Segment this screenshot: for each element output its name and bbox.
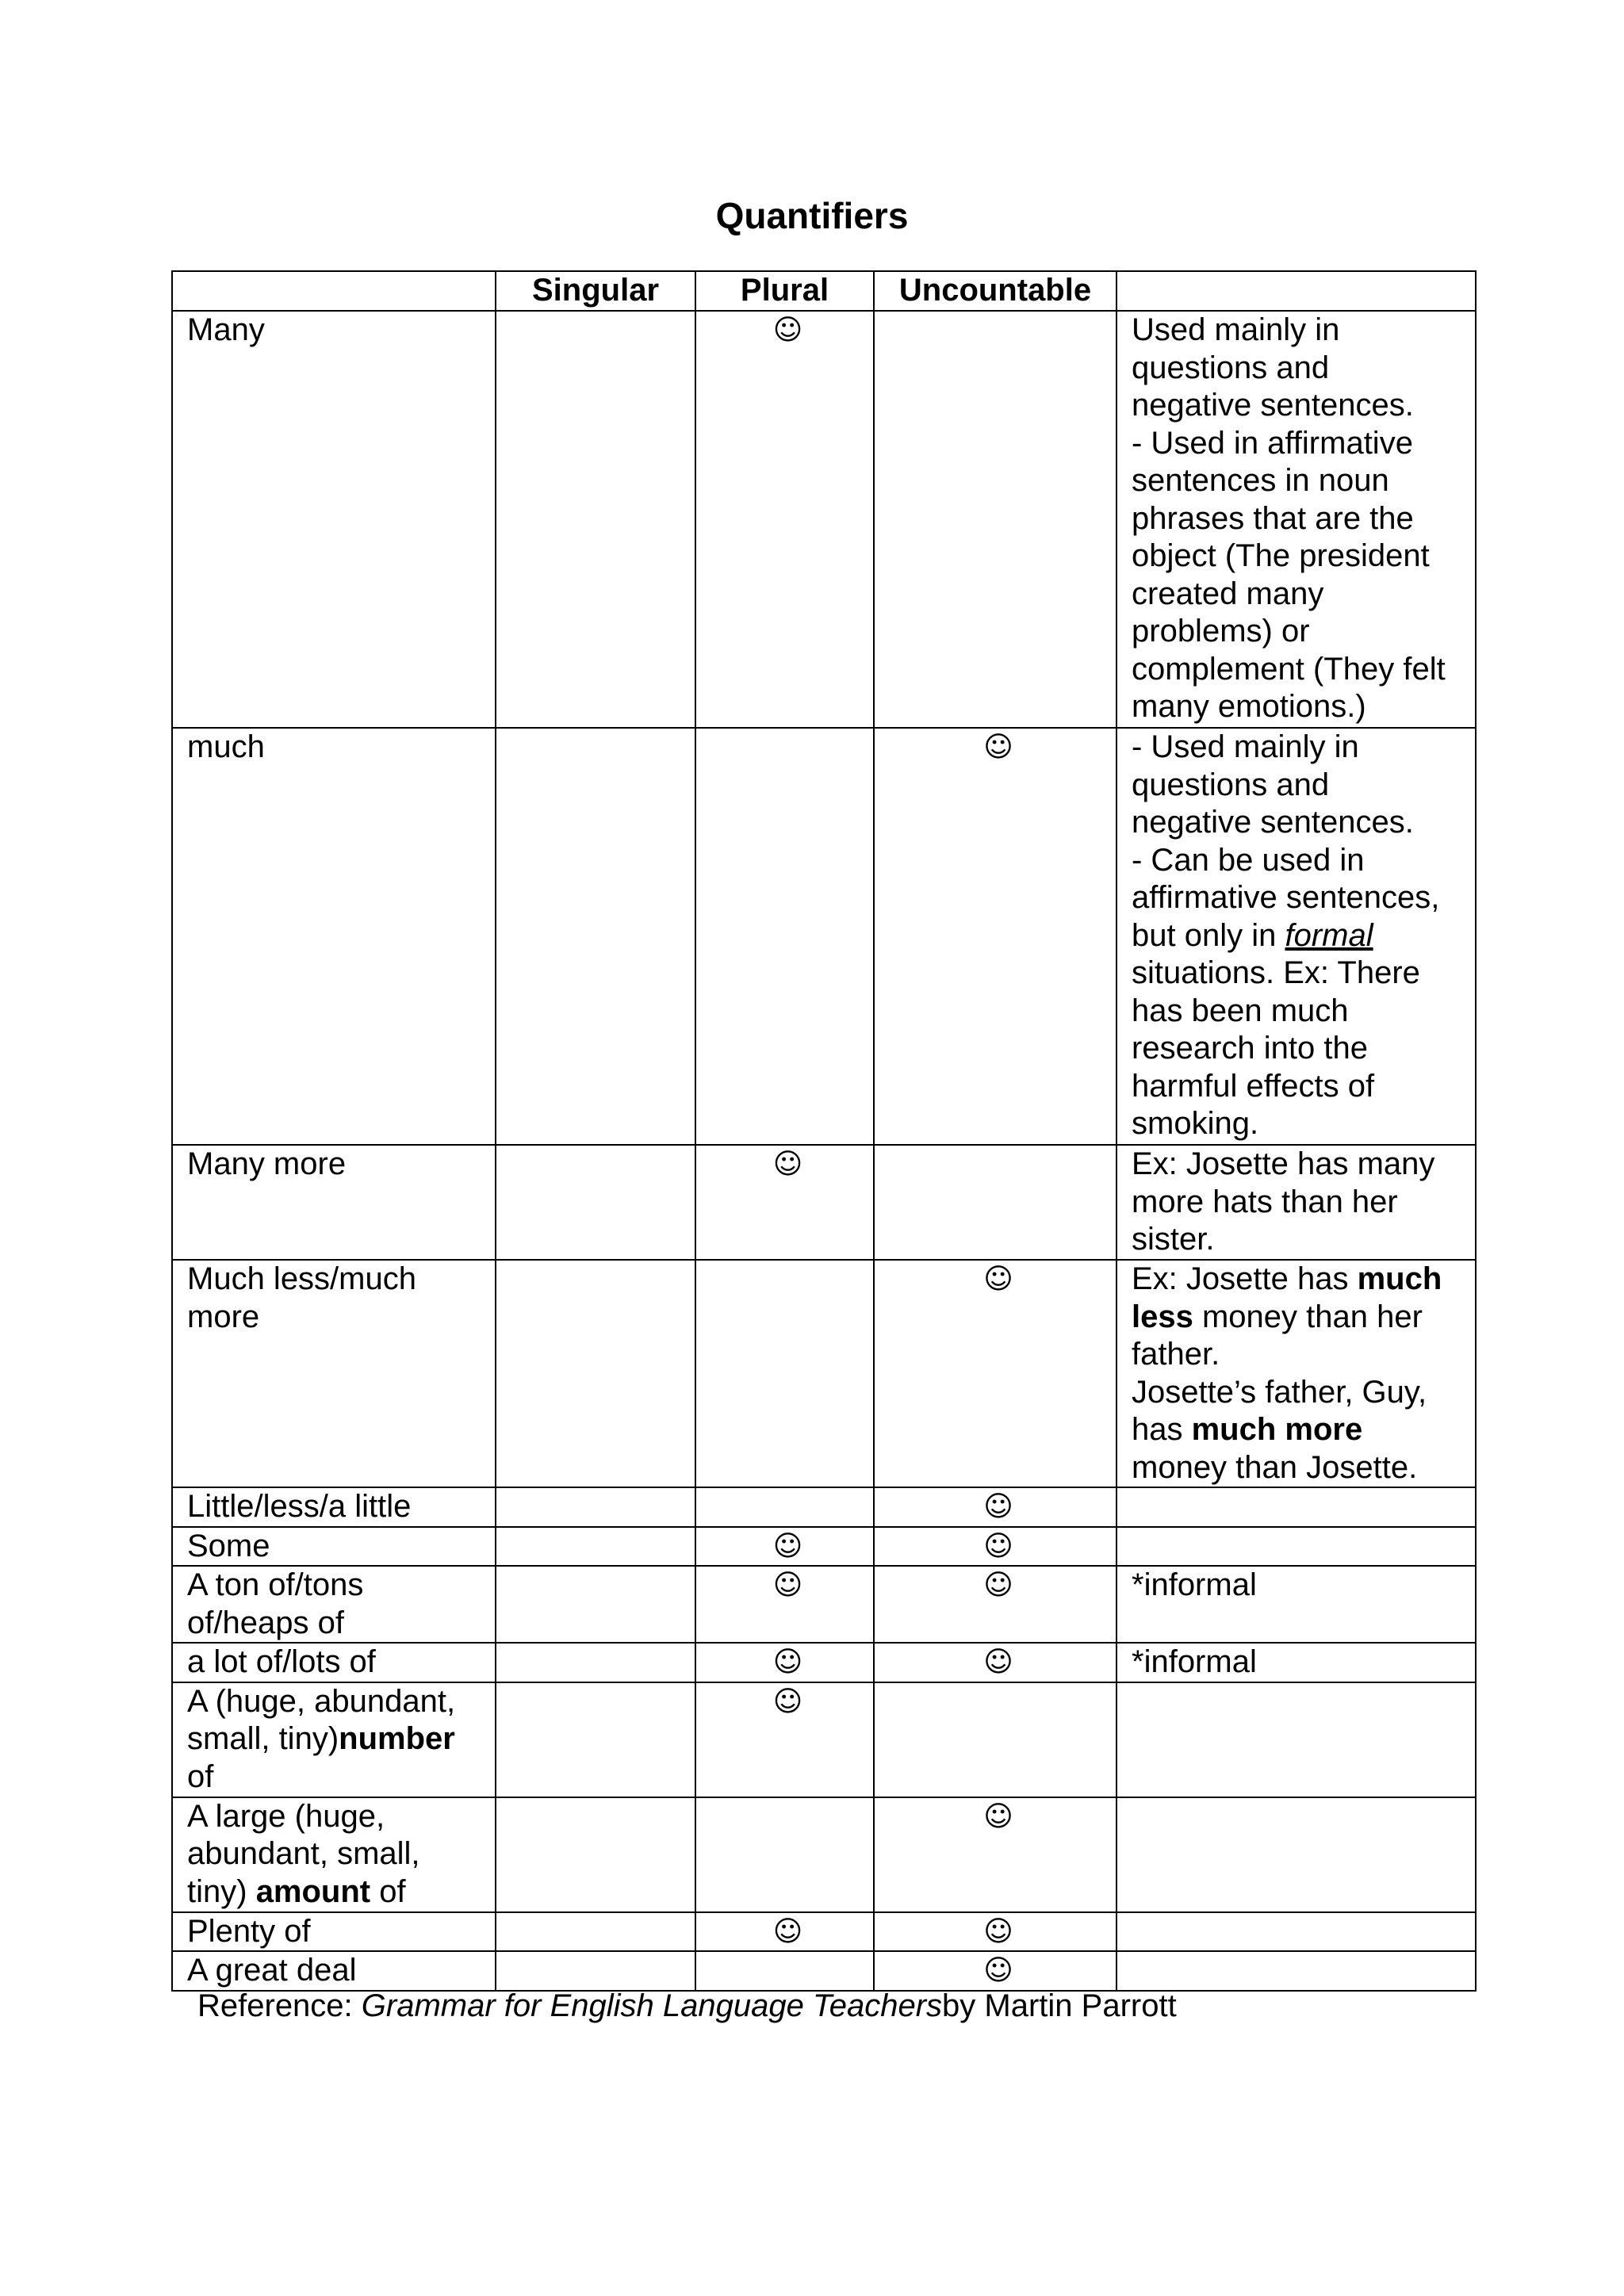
note-line: more hats than her [1132,1184,1398,1219]
notes-cell [1116,1797,1476,1912]
uncountable-cell [874,1951,1116,1991]
note-line: Used mainly in [1132,312,1340,347]
note-line: questions and [1132,350,1330,385]
note-line: Ex: Josette has many [1132,1146,1435,1181]
smiley-icon: ☺ [772,1915,803,1948]
header-notes [1116,271,1476,311]
uncountable-cell [874,1797,1116,1912]
quantifier-text: A large (huge, [187,1798,385,1834]
note-line: *informal [1132,1567,1257,1602]
note-line: many emotions.) [1132,689,1366,724]
uncountable-cell [874,1145,1116,1260]
plural-cell [695,1487,874,1527]
table-row [172,311,1476,728]
quantifier-cell [172,1797,496,1912]
page-title: Quantifiers [715,195,909,236]
table-row [172,1527,1476,1567]
table-row [172,1912,1476,1952]
singular-cell [496,1797,695,1912]
reference-line [197,1986,1177,2026]
note-line: - Used in affirmative [1132,425,1413,461]
smiley-icon: ☺ [772,1148,803,1181]
table-row [172,1145,1476,1260]
note-line: has much more [1132,1412,1363,1447]
note-line: negative sentences. [1132,805,1414,840]
plural-cell [695,311,874,728]
notes-cell [1116,1487,1476,1527]
table-row [172,728,1476,1145]
quantifier-cell [172,1682,496,1797]
note-line: harmful effects of [1132,1068,1375,1104]
reference-prefix: Reference: [197,1988,362,2023]
note-line: research into the [1132,1031,1368,1066]
smiley-icon: ☺ [983,1490,1013,1523]
singular-cell [496,1912,695,1952]
notes-cell [1116,1951,1476,1991]
quantifier-cell [172,1643,496,1682]
singular-cell [496,1527,695,1567]
table-row [172,1643,1476,1682]
table-header-row [172,271,1476,311]
quantifier-text: small, tiny)number [187,1721,455,1756]
plural-cell [695,1912,874,1952]
smiley-icon: ☺ [772,1569,803,1601]
notes-cell [1116,1527,1476,1567]
plural-cell [695,728,874,1145]
plural-cell [695,1797,874,1912]
table-row [172,1566,1476,1643]
table-row [172,1682,1476,1797]
singular-cell [496,1643,695,1682]
quantifier-text: abundant, small, [187,1836,420,1871]
quantifier-text: A ton of/tons [187,1567,364,1602]
notes-cell [1116,1912,1476,1952]
smiley-icon: ☺ [983,1646,1013,1678]
notes-cell [1116,311,1476,728]
quantifier-cell [172,1260,496,1487]
reference-author: by Martin Parrott [942,1988,1177,2023]
uncountable-cell [874,1912,1116,1952]
note-line: but only in formal [1132,917,1373,953]
plural-cell [695,1527,874,1567]
quantifier-text: much [187,729,265,764]
quantifier-text: A (huge, abundant, [187,1683,456,1719]
note-line: affirmative sentences, [1132,880,1440,915]
notes-cell [1116,1145,1476,1260]
note-line: sister. [1132,1222,1215,1257]
singular-cell [496,1566,695,1643]
singular-cell [496,1487,695,1527]
singular-cell [496,728,695,1145]
notes-cell [1116,1260,1476,1487]
smiley-icon: ☺ [983,1800,1013,1833]
note-line: situations. Ex: There [1132,955,1420,990]
note-line: money than Josette. [1132,1449,1418,1485]
note-line: less money than her [1132,1299,1423,1334]
smiley-icon: ☺ [983,1915,1013,1948]
quantifier-text: Plenty of [187,1913,311,1949]
quantifier-cell [172,1951,496,1991]
quantifier-text: Many more [187,1146,347,1181]
quantifier-text: tiny) amount of [187,1873,406,1909]
header-singular: Singular [496,271,695,311]
notes-cell [1116,1643,1476,1682]
quantifier-text: Much less/much [187,1261,416,1296]
quantifier-text: of [187,1758,214,1794]
uncountable-cell [874,311,1116,728]
quantifiers-table [171,270,1477,1992]
uncountable-cell [874,1527,1116,1567]
smiley-icon: ☺ [983,1954,1013,1987]
reference-book-title: Grammar for English Language Teachers [361,1988,943,2023]
notes-cell [1116,1682,1476,1797]
uncountable-cell [874,1487,1116,1527]
note-line: - Can be used in [1132,842,1365,878]
note-line: complement (They felt [1132,651,1446,687]
smiley-icon: ☺ [983,731,1013,763]
smiley-icon: ☺ [772,1646,803,1678]
notes-cell [1116,1566,1476,1643]
plural-cell [695,1951,874,1991]
quantifier-cell [172,1912,496,1952]
quantifier-text: Some [187,1528,270,1563]
quantifier-cell [172,1566,496,1643]
plural-cell [695,1643,874,1682]
header-quantifier [172,271,496,311]
uncountable-cell [874,1260,1116,1487]
note-line: - Used mainly in [1132,729,1359,764]
uncountable-cell [874,1566,1116,1643]
quantifier-text: Little/less/a little [187,1489,412,1524]
table-row [172,1797,1476,1912]
uncountable-cell [874,728,1116,1145]
uncountable-cell [874,1643,1116,1682]
note-line: Ex: Josette has much [1132,1261,1442,1296]
quantifier-text: more [187,1299,260,1334]
quantifier-cell [172,1145,496,1260]
note-line: Josette’s father, Guy, [1132,1374,1427,1410]
uncountable-cell [874,1682,1116,1797]
table-row [172,1951,1476,1991]
quantifier-cell [172,1487,496,1527]
note-line: questions and [1132,767,1330,802]
plural-cell [695,1260,874,1487]
note-line: *informal [1132,1644,1257,1679]
quantifier-cell [172,728,496,1145]
note-line: created many [1132,576,1324,611]
note-line: negative sentences. [1132,388,1414,423]
note-line: smoking. [1132,1106,1259,1141]
smiley-icon: ☺ [772,314,803,346]
singular-cell [496,1682,695,1797]
note-line: father. [1132,1337,1220,1372]
smiley-icon: ☺ [983,1529,1013,1563]
smiley-icon: ☺ [983,1569,1013,1601]
quantifier-text: of/heaps of [187,1605,344,1640]
quantifier-cell [172,311,496,728]
singular-cell [496,1260,695,1487]
quantifier-cell [172,1527,496,1567]
note-line: problems) or [1132,614,1310,649]
table-row [172,1260,1476,1487]
notes-cell [1116,728,1476,1145]
note-line: sentences in noun [1132,463,1389,498]
quantifier-text: Many [187,312,265,347]
singular-cell [496,1145,695,1260]
quantifier-text: A great deal [187,1953,357,1988]
table-row [172,1487,1476,1527]
smiley-icon: ☺ [983,1263,1013,1295]
singular-cell [496,1951,695,1991]
plural-cell [695,1682,874,1797]
smiley-icon: ☺ [772,1685,803,1718]
header-uncountable: Uncountable [874,271,1116,311]
note-line: has been much [1132,993,1349,1028]
note-line: phrases that are the [1132,500,1414,536]
smiley-icon: ☺ [772,1529,803,1563]
header-plural: Plural [695,271,874,311]
singular-cell [496,311,695,728]
plural-cell [695,1145,874,1260]
quantifier-text: a lot of/lots of [187,1644,376,1679]
note-line: object (The president [1132,538,1430,573]
plural-cell [695,1566,874,1643]
